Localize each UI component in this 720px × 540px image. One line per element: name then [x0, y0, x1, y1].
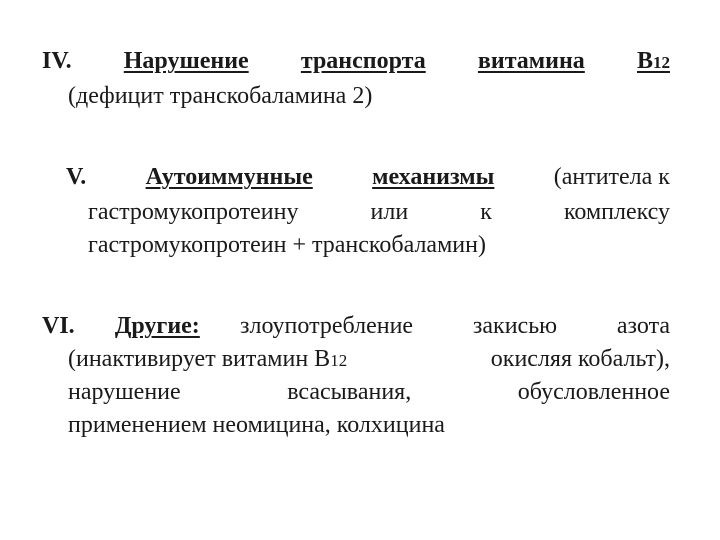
section-vi-line-2-pre: (инактивирует витамин В12 — [68, 346, 348, 372]
section-v-heading-word-1: Аутоиммунные — [145, 164, 313, 190]
section-iv-vitamin: В12 — [636, 48, 670, 74]
section-vi-vitamin-sub: 12 — [330, 351, 348, 370]
section-v-numeral: V. — [66, 164, 87, 190]
section-v-line-2: гастромукопротеину или к комплексу — [88, 199, 670, 225]
section-v-after-heading: (антитела к — [553, 164, 670, 190]
section-vi-after-heading: злоупотребление закисью азота — [240, 313, 670, 339]
section-vi-numeral: VI. — [42, 313, 75, 339]
section-vi-line-2 — [68, 344, 670, 376]
section-vi-heading-line — [42, 311, 670, 341]
section-vi-line-3-word-1: нарушение — [68, 379, 181, 405]
section-vi-line-3-word-2: всасывания, — [287, 379, 412, 405]
section-v-heading-word-2: механизмы — [372, 164, 495, 190]
section-vi-heading: Другие: — [114, 313, 200, 339]
section-v-heading-line — [66, 162, 670, 192]
section-iv-heading-word-3: витамина — [477, 48, 585, 74]
section-iv-heading-word-2: транспорта — [300, 48, 426, 74]
section-iv-line-2: (дефицит транскобаламина 2) — [68, 83, 373, 109]
section-vi-line-4: применением неомицина, колхицина — [68, 412, 445, 438]
section-iv-numeral: IV. — [42, 48, 72, 74]
section-vi-line-3-word-3: обусловленное — [517, 379, 670, 405]
section-vi-line-3 — [68, 377, 670, 407]
section-iv-heading-word-1: Нарушение — [123, 48, 249, 74]
section-vi-line-2-post: окисляя кобальт), — [490, 346, 670, 372]
section-iv-heading-line — [42, 46, 670, 78]
section-v-line-3: гастромукопротеин + транскобаламин) — [88, 232, 486, 258]
